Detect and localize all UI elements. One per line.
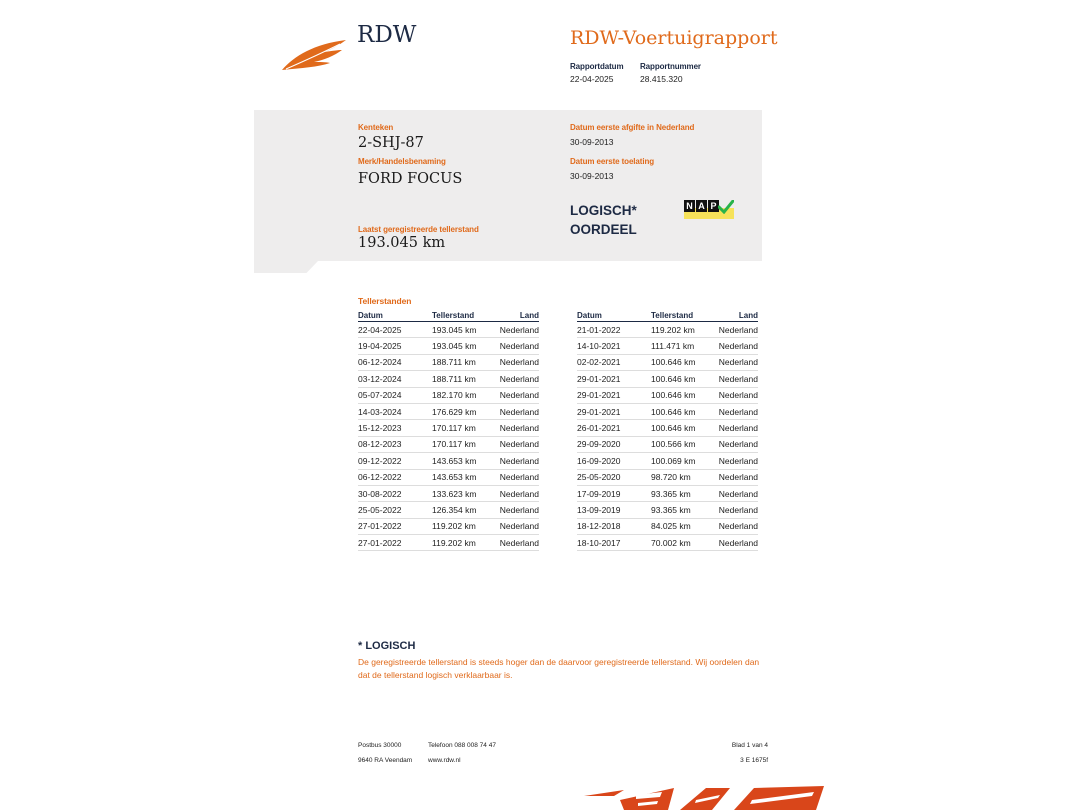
table-row bbox=[358, 469, 539, 485]
table-header-row bbox=[358, 309, 539, 322]
cell-land: Nederland bbox=[492, 387, 539, 403]
cell-land: Nederland bbox=[711, 485, 758, 501]
cell-datum: 06-12-2024 bbox=[358, 354, 432, 370]
cell-land: Nederland bbox=[492, 371, 539, 387]
cell-land: Nederland bbox=[711, 453, 758, 469]
rdw-logo-icon bbox=[280, 36, 348, 72]
table-row bbox=[577, 485, 758, 501]
tellerstanden-table-right bbox=[577, 309, 758, 551]
footnote-text-line2: dat de tellerstand logisch verklaarbaar is. bbox=[358, 670, 513, 680]
toelating-label: Datum eerste toelating bbox=[570, 157, 655, 166]
cell-datum: 18-10-2017 bbox=[577, 535, 651, 551]
footnote-title: * LOGISCH bbox=[358, 640, 416, 652]
cell-datum: 25-05-2020 bbox=[577, 469, 651, 485]
cell-land: Nederland bbox=[711, 322, 758, 338]
table-row bbox=[577, 338, 758, 354]
cell-tellerstand: 100.646 km bbox=[651, 403, 711, 419]
vehicle-panel bbox=[254, 110, 762, 261]
table-row bbox=[358, 502, 539, 518]
cell-land: Nederland bbox=[711, 420, 758, 436]
tellerstanden-table-left bbox=[358, 309, 539, 551]
rapportdatum-label: Rapportdatum bbox=[570, 62, 624, 71]
cell-datum: 03-12-2024 bbox=[358, 371, 432, 387]
footer-postbus: Postbus 30000 bbox=[358, 742, 402, 749]
cell-tellerstand: 70.002 km bbox=[651, 535, 711, 551]
rapportdatum-value: 22-04-2025 bbox=[570, 74, 614, 84]
cell-land: Nederland bbox=[711, 436, 758, 452]
merk-label: Merk/Handelsbenaming bbox=[358, 157, 446, 166]
report-title: RDW-Voertuigrapport bbox=[570, 27, 778, 49]
footer-website: www.rdw.nl bbox=[428, 757, 461, 764]
footer-plaats: 9640 RA Veendam bbox=[358, 757, 413, 764]
cell-land: Nederland bbox=[492, 338, 539, 354]
cell-land: Nederland bbox=[711, 338, 758, 354]
cell-land: Nederland bbox=[711, 387, 758, 403]
nap-letter-a: A bbox=[696, 200, 707, 212]
cell-datum: 19-04-2025 bbox=[358, 338, 432, 354]
footnote-text-line1: De geregistreerde tellerstand is steeds hoger dan de daarvoor geregistreerde tellerstand. Wij oordelen dan bbox=[358, 657, 760, 667]
table-row bbox=[577, 502, 758, 518]
table-row bbox=[577, 371, 758, 387]
cell-land: Nederland bbox=[492, 436, 539, 452]
cell-land: Nederland bbox=[711, 469, 758, 485]
rdw-stripes-icon bbox=[584, 786, 828, 810]
cell-datum: 08-12-2023 bbox=[358, 436, 432, 452]
cell-tellerstand: 98.720 km bbox=[651, 469, 711, 485]
cell-datum: 27-01-2022 bbox=[358, 535, 432, 551]
afgifte-value: 30-09-2013 bbox=[570, 137, 614, 147]
cell-tellerstand: 93.365 km bbox=[651, 485, 711, 501]
checkmark-icon bbox=[718, 200, 734, 214]
nap-letter-p: P bbox=[708, 200, 719, 212]
table-row bbox=[358, 322, 539, 338]
cell-tellerstand: 176.629 km bbox=[432, 403, 492, 419]
cell-datum: 30-08-2022 bbox=[358, 485, 432, 501]
cell-tellerstand: 143.653 km bbox=[432, 469, 492, 485]
table-row bbox=[577, 322, 758, 338]
nap-badge bbox=[684, 200, 736, 220]
cell-tellerstand: 182.170 km bbox=[432, 387, 492, 403]
cell-land: Nederland bbox=[711, 535, 758, 551]
kenteken-value: 2-SHJ-87 bbox=[358, 135, 424, 151]
col-land-header: Land bbox=[711, 309, 758, 322]
table-row bbox=[577, 403, 758, 419]
cell-land: Nederland bbox=[492, 453, 539, 469]
table-row bbox=[577, 436, 758, 452]
cell-datum: 02-02-2021 bbox=[577, 354, 651, 370]
table-header-row bbox=[577, 309, 758, 322]
col-land-header: Land bbox=[492, 309, 539, 322]
cell-datum: 14-10-2021 bbox=[577, 338, 651, 354]
oordeel-line2: OORDEEL bbox=[570, 222, 637, 237]
cell-tellerstand: 188.711 km bbox=[432, 354, 492, 370]
footer-blad: Blad 1 van 4 bbox=[731, 742, 768, 749]
cell-datum: 13-09-2019 bbox=[577, 502, 651, 518]
cell-datum: 17-09-2019 bbox=[577, 485, 651, 501]
cell-datum: 18-12-2018 bbox=[577, 518, 651, 534]
cell-land: Nederland bbox=[492, 322, 539, 338]
cell-land: Nederland bbox=[711, 354, 758, 370]
cell-land: Nederland bbox=[492, 535, 539, 551]
cell-land: Nederland bbox=[711, 502, 758, 518]
cell-tellerstand: 100.646 km bbox=[651, 387, 711, 403]
tellerstanden-title: Tellerstanden bbox=[358, 296, 412, 306]
cell-tellerstand: 100.646 km bbox=[651, 354, 711, 370]
table-row bbox=[358, 420, 539, 436]
cell-datum: 29-01-2021 bbox=[577, 403, 651, 419]
cell-tellerstand: 100.646 km bbox=[651, 371, 711, 387]
table-row bbox=[358, 453, 539, 469]
cell-tellerstand: 100.069 km bbox=[651, 453, 711, 469]
cell-tellerstand: 126.354 km bbox=[432, 502, 492, 518]
cell-datum: 29-01-2021 bbox=[577, 371, 651, 387]
table-row bbox=[577, 518, 758, 534]
cell-datum: 15-12-2023 bbox=[358, 420, 432, 436]
brand-name: RDW bbox=[357, 22, 417, 48]
merk-value: FORD FOCUS bbox=[358, 171, 463, 187]
cell-tellerstand: 193.045 km bbox=[432, 322, 492, 338]
cell-datum: 09-12-2022 bbox=[358, 453, 432, 469]
table-row bbox=[577, 387, 758, 403]
nap-letter-n: N bbox=[684, 200, 695, 212]
cell-land: Nederland bbox=[492, 485, 539, 501]
cell-datum: 06-12-2022 bbox=[358, 469, 432, 485]
table-row bbox=[358, 338, 539, 354]
kenteken-label: Kenteken bbox=[358, 123, 394, 132]
cell-tellerstand: 93.365 km bbox=[651, 502, 711, 518]
footer-telefoon: Telefoon 088 008 74 47 bbox=[428, 742, 496, 749]
cell-tellerstand: 188.711 km bbox=[432, 371, 492, 387]
table-row bbox=[358, 403, 539, 419]
table-row bbox=[577, 469, 758, 485]
cell-datum: 05-07-2024 bbox=[358, 387, 432, 403]
table-row bbox=[358, 436, 539, 452]
table-row bbox=[358, 371, 539, 387]
afgifte-label: Datum eerste afgifte in Nederland bbox=[570, 123, 695, 132]
cell-land: Nederland bbox=[711, 403, 758, 419]
cell-tellerstand: 119.202 km bbox=[651, 322, 711, 338]
cell-tellerstand: 170.117 km bbox=[432, 436, 492, 452]
nap-letters bbox=[684, 200, 719, 212]
rapportnummer-value: 28.415.320 bbox=[640, 74, 683, 84]
table-row bbox=[577, 535, 758, 551]
cell-datum: 29-09-2020 bbox=[577, 436, 651, 452]
cell-datum: 16-09-2020 bbox=[577, 453, 651, 469]
cell-land: Nederland bbox=[492, 354, 539, 370]
cell-tellerstand: 84.025 km bbox=[651, 518, 711, 534]
cell-tellerstand: 170.117 km bbox=[432, 420, 492, 436]
cell-datum: 14-03-2024 bbox=[358, 403, 432, 419]
col-datum-header: Datum bbox=[577, 309, 651, 322]
cell-datum: 27-01-2022 bbox=[358, 518, 432, 534]
cell-tellerstand: 193.045 km bbox=[432, 338, 492, 354]
table-row bbox=[577, 354, 758, 370]
cell-land: Nederland bbox=[492, 420, 539, 436]
table-row bbox=[577, 453, 758, 469]
col-tellerstand-header: Tellerstand bbox=[432, 309, 492, 322]
cell-tellerstand: 111.471 km bbox=[651, 338, 711, 354]
cell-tellerstand: 100.566 km bbox=[651, 436, 711, 452]
cell-land: Nederland bbox=[492, 502, 539, 518]
table-row bbox=[358, 518, 539, 534]
cell-datum: 22-04-2025 bbox=[358, 322, 432, 338]
cell-tellerstand: 133.623 km bbox=[432, 485, 492, 501]
col-datum-header: Datum bbox=[358, 309, 432, 322]
cell-land: Nederland bbox=[492, 518, 539, 534]
rapportnummer-label: Rapportnummer bbox=[640, 62, 701, 71]
cell-datum: 26-01-2021 bbox=[577, 420, 651, 436]
cell-land: Nederland bbox=[492, 403, 539, 419]
cell-land: Nederland bbox=[492, 469, 539, 485]
col-tellerstand-header: Tellerstand bbox=[651, 309, 711, 322]
oordeel-line1: LOGISCH* bbox=[570, 203, 637, 218]
cell-land: Nederland bbox=[711, 518, 758, 534]
tellerstand-label: Laatst geregistreerde tellerstand bbox=[358, 225, 479, 234]
cell-tellerstand: 143.653 km bbox=[432, 453, 492, 469]
table-row bbox=[358, 485, 539, 501]
cell-tellerstand: 100.646 km bbox=[651, 420, 711, 436]
cell-datum: 21-01-2022 bbox=[577, 322, 651, 338]
cell-datum: 25-05-2022 bbox=[358, 502, 432, 518]
vehicle-panel-tab bbox=[254, 261, 318, 273]
table-row bbox=[358, 535, 539, 551]
table-row bbox=[358, 387, 539, 403]
table-row bbox=[577, 420, 758, 436]
cell-datum: 29-01-2021 bbox=[577, 387, 651, 403]
cell-tellerstand: 119.202 km bbox=[432, 535, 492, 551]
footer-code: 3 E 1675f bbox=[740, 757, 768, 764]
table-row bbox=[358, 354, 539, 370]
toelating-value: 30-09-2013 bbox=[570, 171, 614, 181]
cell-tellerstand: 119.202 km bbox=[432, 518, 492, 534]
cell-land: Nederland bbox=[711, 371, 758, 387]
tellerstand-value: 193.045 km bbox=[358, 235, 446, 251]
